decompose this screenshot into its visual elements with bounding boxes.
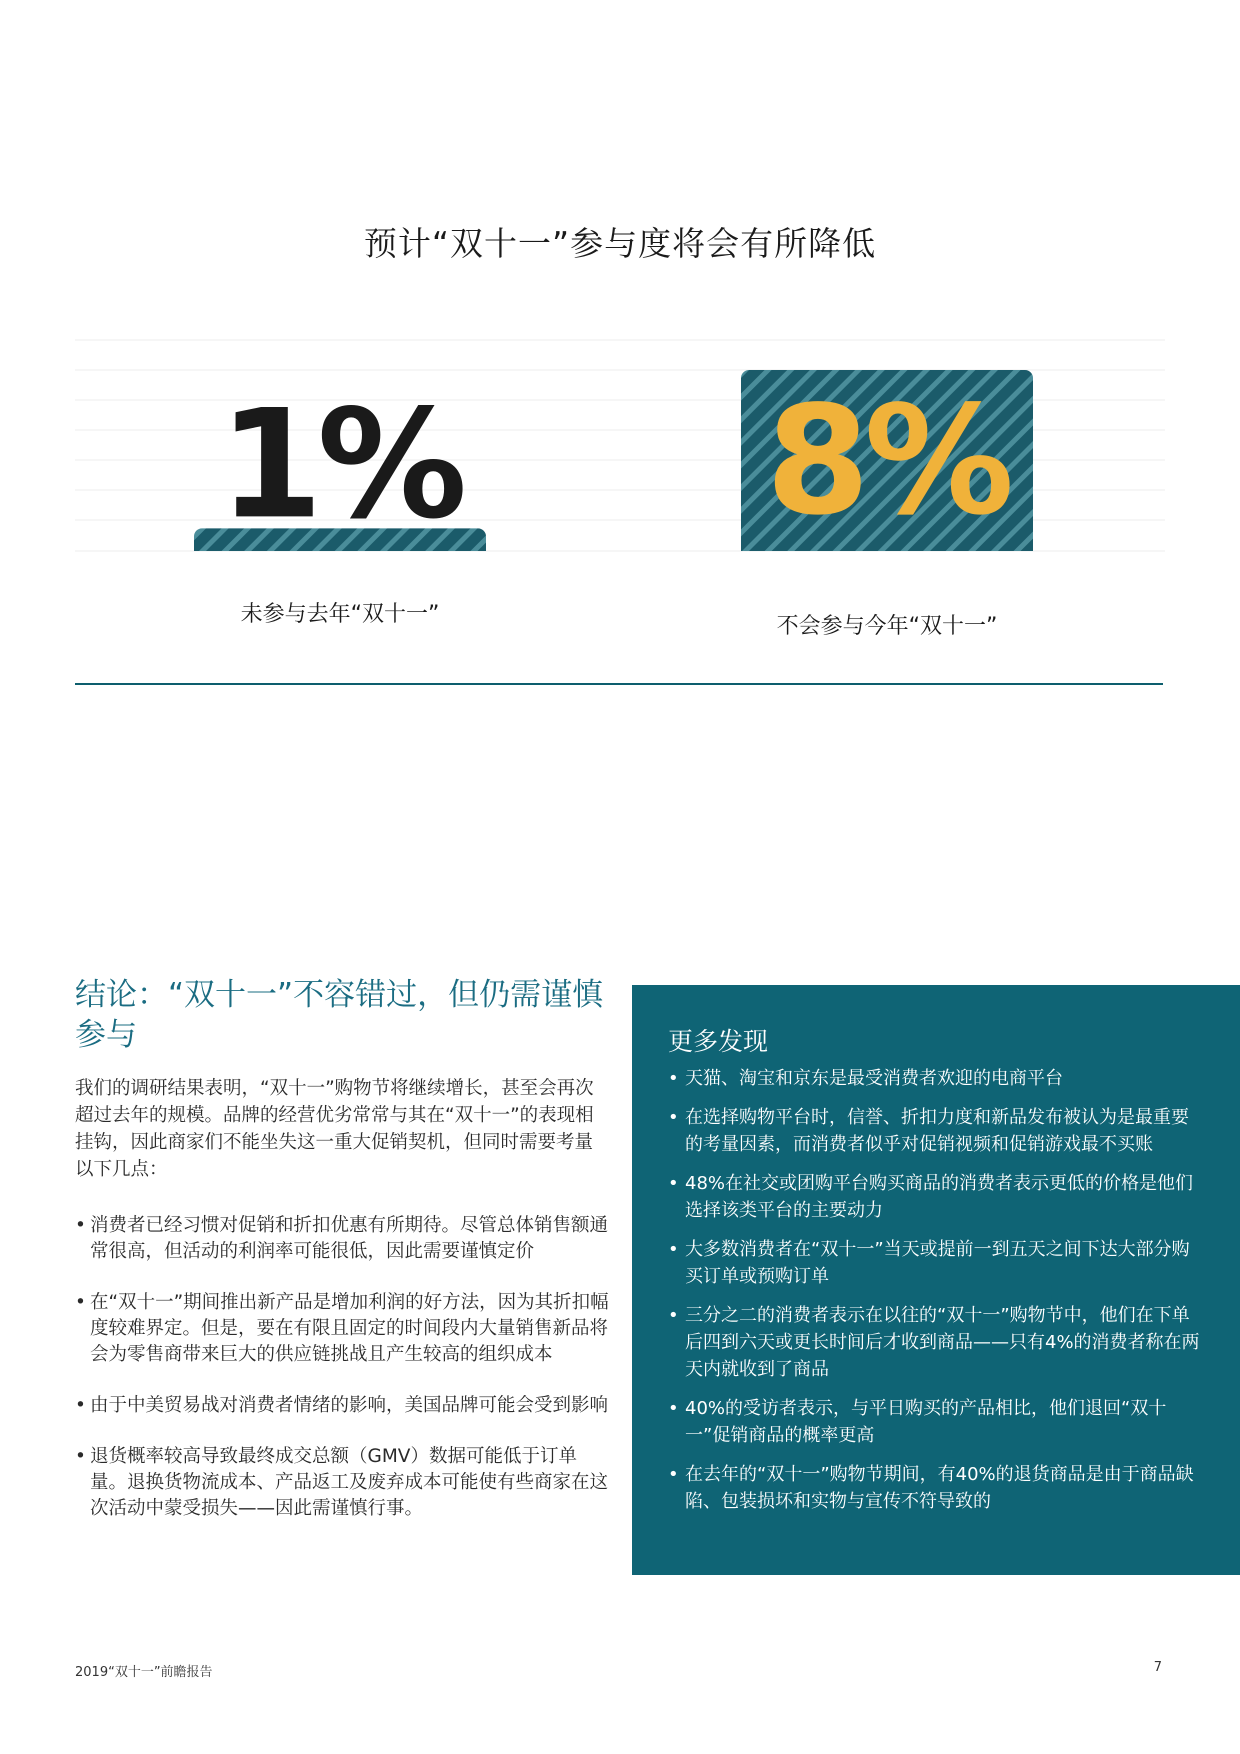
conclusion-bullet-list xyxy=(75,1213,610,1522)
finding-text: 40%的受访者表示，与平日购买的产品相比，他们退回“双十一”促销商品的概率更高 xyxy=(685,1398,1167,1446)
bullet-dot-icon: • xyxy=(668,1173,679,1194)
finding-text: 三分之二的消费者表示在以往的“双十一”购物节中，他们在下单后四到六天或更长时间后才收到商品——只有4%的消费者称在两天内就收到了商品 xyxy=(685,1305,1200,1380)
conclusion-intro: 我们的调研结果表明，“双十一”购物节将继续增长，甚至会再次超过去年的规模。品牌的经营优劣常常与其在“双十一”的表现相挂钩，因此商家们不能坐失这一重大促销契机，但同时需要考量以下几点： xyxy=(75,1078,594,1180)
section-divider xyxy=(75,683,1163,685)
conclusion-bullet-text: 由于中美贸易战对消费者情绪的影响，美国品牌可能会受到影响 xyxy=(90,1395,609,1416)
finding-text: 48%在社交或团购平台购买商品的消费者表示更低的价格是他们选择该类平台的主要动力 xyxy=(685,1173,1194,1221)
finding-text: 在选择购物平台时，信誉、折扣力度和新品发布被认为是最重要的考量因素，而消费者似乎对促销视频和促销游戏最不买账 xyxy=(685,1107,1189,1155)
conclusion-bullet xyxy=(75,1290,610,1368)
finding-text: 在去年的“双十一”购物节期间，有40%的退货商品是由于商品缺陷、包装损坏和实物与宣传不符导致的 xyxy=(685,1464,1194,1512)
more-findings-panel xyxy=(632,985,1240,1575)
chart-value-label: 8% xyxy=(765,374,1009,549)
bullet-dot-icon: • xyxy=(668,1398,679,1419)
bullet-dot-icon: • xyxy=(75,1292,86,1313)
page-number: 7 xyxy=(1153,1660,1162,1675)
bullet-dot-icon: • xyxy=(668,1107,679,1128)
conclusion-bullet-text: 消费者已经习惯对促销和折扣优惠有所期待。尽管总体销售额通常很高，但活动的利润率可能很低，因此需要谨慎定价 xyxy=(90,1215,609,1262)
conclusion-heading: 结论：“双十一”不容错过，但仍需谨慎参与 xyxy=(75,977,604,1053)
conclusion-bullet xyxy=(75,1444,610,1522)
finding-item xyxy=(668,1065,1204,1092)
conclusion-bullet-text: 退货概率较高导致最终成交总额（GMV）数据可能低于订单量。退换货物流成本、产品返工及废弃成本可能使有些商家在这次活动中蒙受损失——因此需谨慎行事。 xyxy=(90,1446,609,1519)
bullet-dot-icon: • xyxy=(668,1068,679,1089)
bullet-dot-icon: • xyxy=(75,1215,86,1236)
chart-category-label: 未参与去年“双十一” xyxy=(240,602,440,627)
conclusion-section xyxy=(75,975,610,1547)
footer-report-title: 2019“双十一”前瞻报告 xyxy=(75,1665,213,1680)
finding-item xyxy=(668,1236,1204,1290)
bullet-dot-icon: • xyxy=(668,1239,679,1260)
bullet-dot-icon: • xyxy=(75,1446,86,1467)
conclusion-bullet xyxy=(75,1393,610,1419)
finding-item xyxy=(668,1170,1204,1224)
finding-item xyxy=(668,1302,1204,1383)
bullet-dot-icon: • xyxy=(75,1395,86,1416)
bullet-dot-icon: • xyxy=(668,1464,679,1485)
chart-value-label: 1% xyxy=(218,378,462,553)
findings-heading: 更多发现 xyxy=(668,1027,769,1056)
chart-title: 预计“双十一”参与度将会有所降低 xyxy=(363,224,877,263)
finding-item xyxy=(668,1461,1204,1515)
chart-area xyxy=(0,320,1240,680)
finding-item xyxy=(668,1395,1204,1449)
bullet-dot-icon: • xyxy=(668,1305,679,1326)
findings-list xyxy=(668,1065,1204,1515)
conclusion-bullet xyxy=(75,1213,610,1265)
conclusion-bullet-text: 在“双十一”期间推出新产品是增加利润的好方法，因为其折扣幅度较难界定。但是，要在有限且固定的时间段内大量销售新品将会为零售商带来巨大的供应链挑战且产生较高的组织成本 xyxy=(90,1292,609,1365)
chart-category-label: 不会参与今年“双十一” xyxy=(776,614,998,639)
finding-text: 大多数消费者在“双十一”当天或提前一到五天之间下达大部分购买订单或预购订单 xyxy=(685,1239,1190,1287)
finding-text: 天猫、淘宝和京东是最受消费者欢迎的电商平台 xyxy=(685,1068,1063,1089)
finding-item xyxy=(668,1104,1204,1158)
